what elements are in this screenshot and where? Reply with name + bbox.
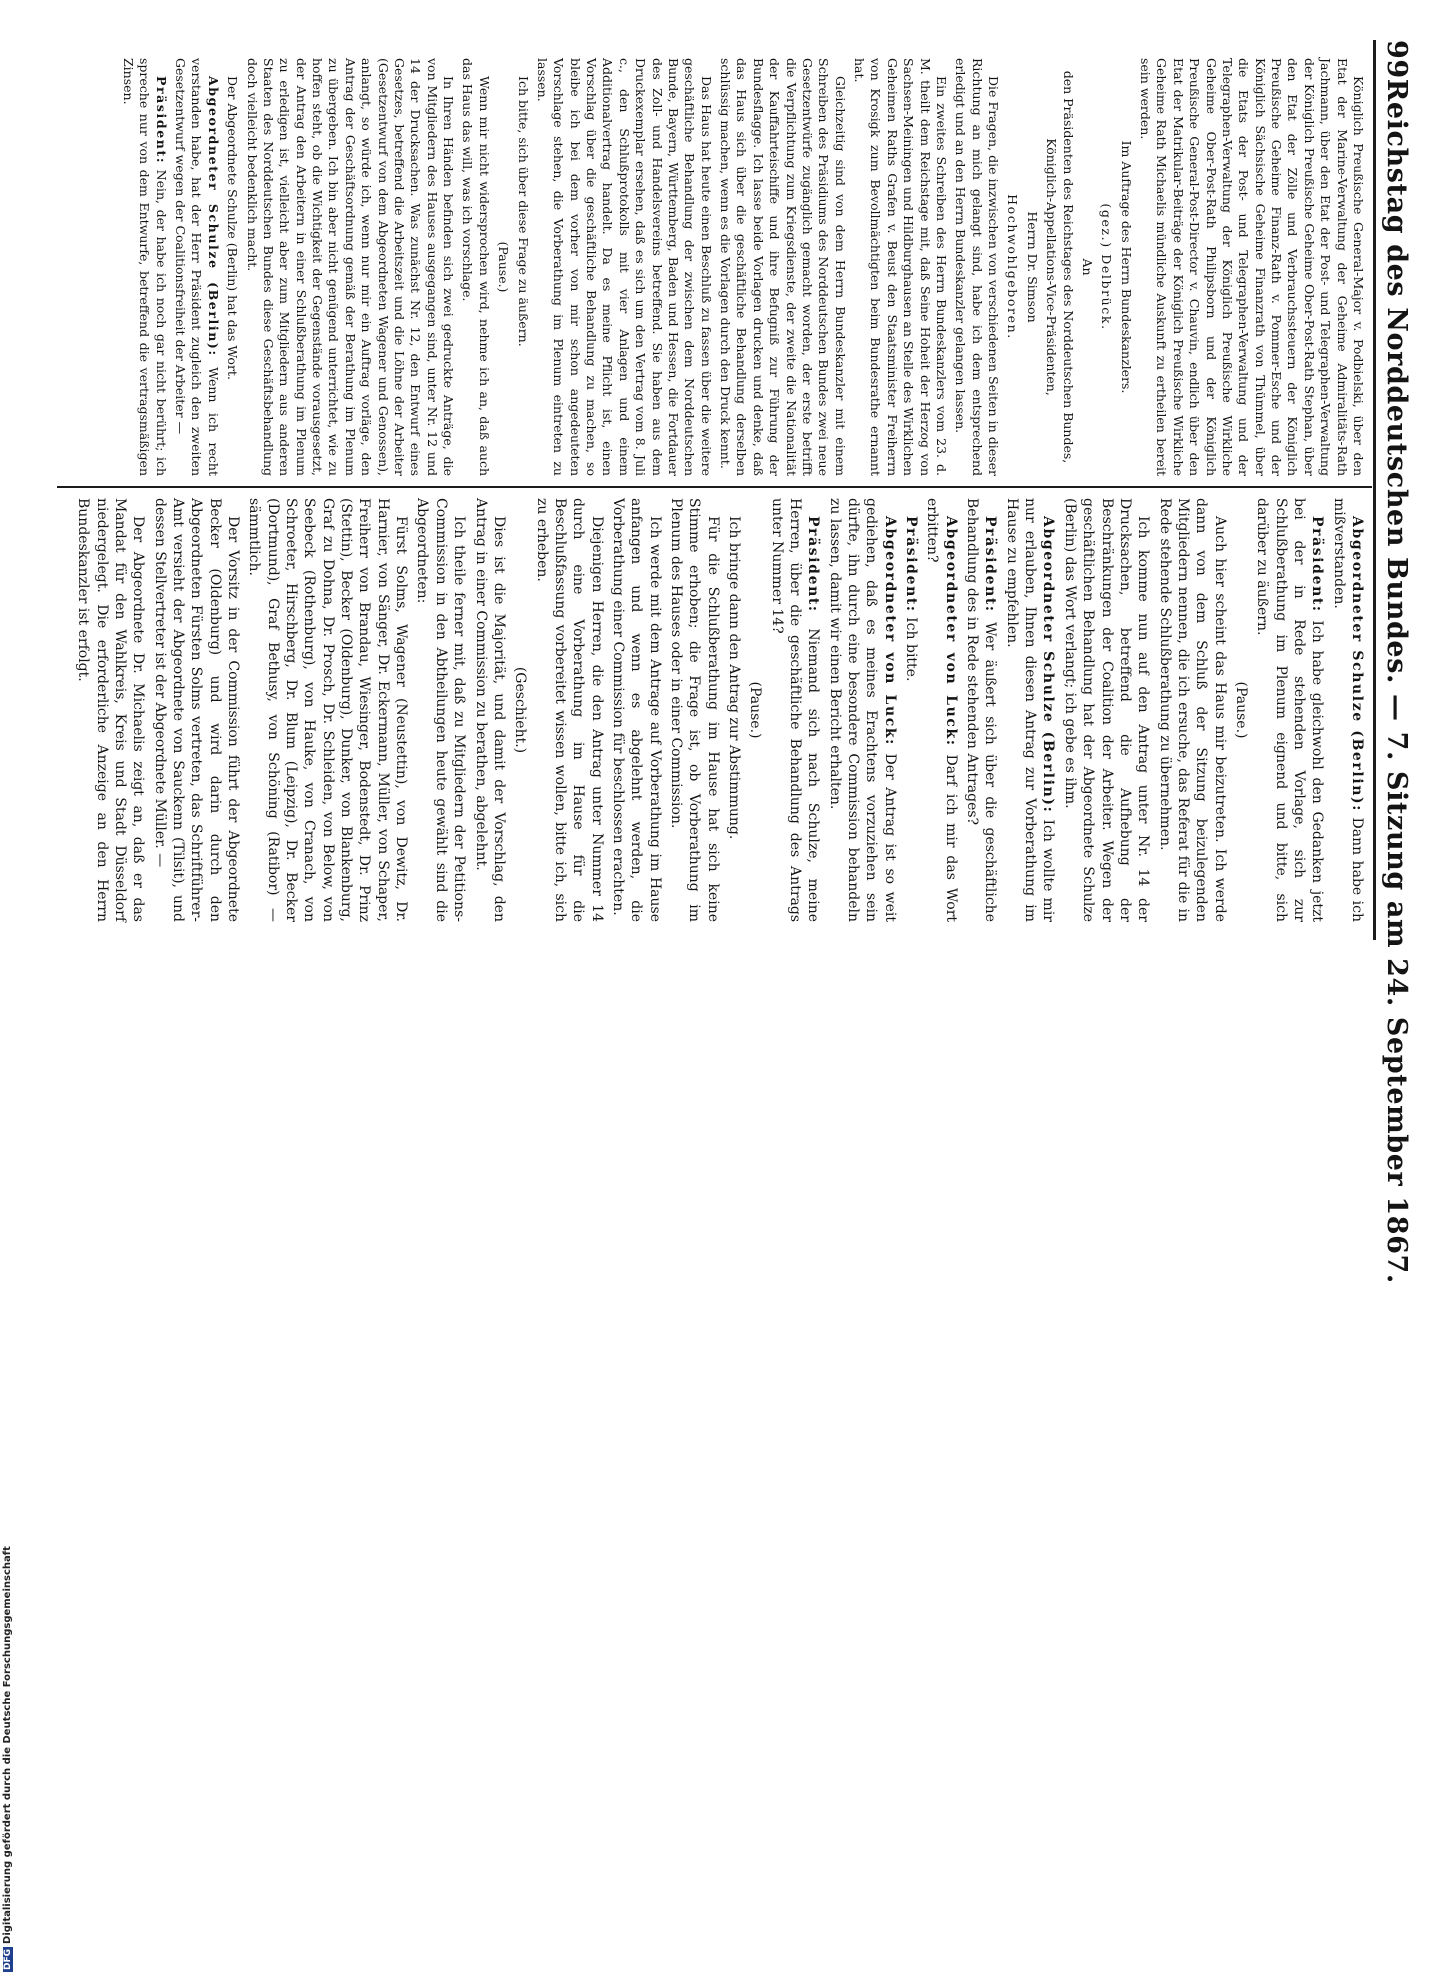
speaker-name: Präsident: <box>903 516 920 613</box>
left-column-paragraph: Im Auftrage des Herrn Bundeskanzlers. <box>1118 140 1134 394</box>
right-column <box>71 498 1366 922</box>
left-column-paragraph: Ich bitte, sich über diese Frage zu äußern. <box>515 76 531 347</box>
right-column-paragraph: (Geschieht.) <box>512 666 529 754</box>
left-column-paragraph: In Ihren Händen befinden sich zwei gedruckte Anträge, die von Mitgliedern des Hauses ausgegangen sind, unter Nr. 12 und 14 der Drucksachen. Was zunächst Nr. 12, den Entwurf eines Gesetzes, betreffend die Arbeitszeit und die Löhne der Arbeiter (Gesetzentwurf von dem Abgeordneten Wagener und Genossen), anlangt, so würde ich, wenn nur mir ein Auftrag vorläge, den Antrag der Geschäftsordnung gemäß der Berathung im Plenum zu übergeben. Ich bin aber nicht genügend unterrichtet, wie zu hoffen steht, ob die Wichtigkeit der Gegenstände vorausgesetzt, der Antrag den Arbeitern in einer Schlußberathung im Plenum zu erledigen ist, vielleicht aber zum Mitgliedern aus anderen Staaten des Norddeutschen Bundes diese Geschäftsbehandlung doch vielleicht bedenklich macht. <box>244 58 457 476</box>
left-column-paragraph: Ein zweites Schreiben des Herrn Bundeskanzlers vom 23. d. M. theilt dem Reichstage mit, daß Seine Hoheit der Herzog von Sachsen-Meiningen und Hildburghausen an Stelle des Wirklichen Geheimen Raths Grafen v. Beust den Staatsminister Freiherrn von Krosigk zum Bevollmächtigten beim Bundesrathe ernannt hat. <box>852 58 949 476</box>
speaker-name: Präsident: <box>1309 516 1326 613</box>
speech-text: Darf ich mir das Wort erbitten? <box>924 498 959 923</box>
running-title: Reichstag des Norddeutschen Bundes. — 7. Sitzung am 24. September 1867. <box>1381 78 1413 1284</box>
right-column-paragraph <box>923 498 960 922</box>
speaker-name: Präsident: <box>805 516 822 613</box>
left-column-paragraph <box>120 58 169 476</box>
left-column-paragraph: den Präsidenten des Reichstages des Norddeutschen Bundes, Königlich-Appellations-Vice-Präsidenten, <box>1044 70 1076 464</box>
speech-text: Der Antrag ist so weit gediehen, daß es meines Erachtens vorzuziehen sein dürfte, ihn durch eine besondere Commission behandeln zu lassen, damit wir einen Bericht erhalten. <box>826 498 898 922</box>
speech-text: Nein, der habe ich noch gar nicht berührt; ich spreche nur von dem Entwurfe, betreffend die vertragsmäßigen Zinsen. <box>121 58 169 476</box>
left-column-paragraph: Die Fragen, die inzwischen von verschiedenen Seiten in dieser Richtung an mich gelangt sind, habe ich dem entsprechend erledigt und an den Herrn Bundeskanzler gelangen lassen. <box>953 58 1002 476</box>
right-column-paragraph <box>963 498 1000 922</box>
left-column-paragraph <box>172 58 221 476</box>
left-column-paragraph: (gez.) Delbrück. <box>1099 203 1115 331</box>
right-column-paragraph: Diejenigen Herren, die den Antrag unter Nummer 14 durch eine Vorberathung im Hause für die Beschlußfassung vorbereitet wissen wollen, bitte ich, sich zu erheben. <box>533 498 605 922</box>
speaker-name: Abgeordneter von Luck: <box>942 516 959 747</box>
right-column-paragraph: Für die Schlußberathung im Hause hat sich keine Stimme erhoben; die Frage ist, ob Vorberathung im Plenum des Hauses oder in einer Commission. <box>667 498 721 922</box>
left-column-paragraph: Königlich Preußische General-Major v. Podbielski, über den Etat der Marine-Verwaltung der Geheime Admiralitäts-Rath Jachmann, über den Etat der Post- und Telegraphen-Verwaltung der Königlich Preußische Geheime Ober-Post-Rath Stephan, über den Etat der Zölle und Verbrauchssteuern der Königlich Preußische Geheime Finanz-Rath v. Pommer-Esche und der Königlich Sächsische Geheime Finanzrath von Thümmel, über die Etats der Post- und Telegraphen-Verwaltung und der Telegraphen-Verwaltung der Königlich Preußische Wirkliche Geheime Ober-Post-Rath Philipsborn und der Königlich Preußische General-Post-Director v. Chauvin, endlich über den Etat der Matrikular-Beiträge der Königlich Preußische Wirkliche Geheime Rath Michaelis mündliche Auskunft zu ertheilen bereit sein werden. <box>1138 58 1366 476</box>
right-column-paragraph <box>1253 498 1326 922</box>
speech-text: Ich wollte mir nur erlauben, Ihnen diesen Antrag zur Vorberathung im Hause zu empfehlen. <box>1003 498 1057 922</box>
left-column-paragraph: Das Haus hat heute einen Beschluß zu fassen über die weitere geschäftliche Behandlung der zwischen dem Norddeutschen Bunde, Bayern, Württemberg, Baden und Hessen, die Fortdauer des Zoll- und Handelsvereins betreffend. Sie haben aus dem Druckexemplar ersehen, daß es sich um den Vertrag vom 8. Juli c., den Schlußprotokolls mit vier Anlagen und einem Additionalvertrag handelt. Da es meine Pflicht ist, einen Vorschlag über die geschäftliche Behandlung zu machen, so bleibe ich bei dem vorher von mir schon angedeuteten Vorschlage stehen, die Vorberathung im Plenum eintreten zu lassen. <box>535 58 714 476</box>
right-column-paragraph <box>1329 498 1366 922</box>
digitization-footer <box>0 982 1432 1970</box>
right-column-paragraph <box>825 498 898 922</box>
speech-text: Wer äußert sich über die geschäftliche Behandlung des in Rede stehenden Antrages? <box>964 498 999 922</box>
header-rule <box>1373 40 1376 940</box>
right-column-paragraph: Ich werde mit dem Antrage auf Vorberathung im Hause anfangen und wenn es abgelehnt werden, die Vorberathung einer Commission für beschlossen erachten. <box>609 498 663 922</box>
right-column-paragraph: Der Vorsitz in der Commission führt der Abgeordnete Becker (Oldenburg) und wird darin durch den Abgeordneten Fürsten Solms vertreten, das Schriftführer-Amt versieht der Abgeordnete von Sauckenn (Tilsit), und dessen Stellvertreter ist der Abgeordnete Müller. — <box>151 498 242 922</box>
right-column-paragraph: Auch hier scheint das Haus mir beizutreten. Ich werde dann von dem Schluß der Sitzung beizulegenden Mitgliedern nennen, die ich ersuche, das Referat für die in Rede stehende Schlußberathung zu übernehmen. <box>1156 498 1228 922</box>
speaker-name: Abgeordneter Schulze (Berlin): <box>1349 516 1365 813</box>
right-column-paragraph: Ich komme nun auf den Antrag unter Nr. 14 der Drucksachen, betreffend die Aufhebung der Beschränkungen der Coalition der Arbeiter. Wegen der geschäftlichen Behandlung hat der Abgeordnete Schulze (Berlin) das Wort verlangt; ich gebe es ihm. <box>1061 498 1152 922</box>
left-column <box>117 58 1366 476</box>
left-column-paragraph: Der Abgeordnete Schulze (Berlin) hat das Wort. <box>225 76 241 380</box>
speaker-name: Abgeordneter Schulze (Berlin): <box>205 76 221 357</box>
right-column-paragraph: Fürst Solms, Wagener (Neustettin), von Dewitz, Dr. Harnier, von Sänger, Dr. Eckermann, Müller, von Schaper, Freiherr von Brandau, Wiesinger, Bodenstedt, Dr. Prinz (Stettin), Becker (Oldenburg), Dunker, von Blankenburg, Graf zu Dohna, Dr. Prosch, Dr. Schleiden, von Below, von Seebeck (Rothenburg), von Hauke, von Cranach, von Schroeter, Hirschberg, Dr. Blum (Leipzig), Dr. Becker (Dortmund), Graf Bethusy, von Schöning (Ratibor) — sämmtlich. <box>246 498 410 922</box>
dfg-logo: DFG <box>3 1948 13 1970</box>
speech-text: Dann habe ich mißverstanden. <box>1330 498 1365 923</box>
left-column-paragraph: Hochwohlgeboren. <box>1005 194 1021 340</box>
right-column-paragraph <box>1002 498 1057 922</box>
speaker-name: Präsident: <box>153 76 169 165</box>
right-column-paragraph: (Pause.) <box>747 681 764 739</box>
left-column-paragraph: Herrn Dr. Simson <box>1024 211 1040 323</box>
right-column-paragraph: Ich bringe dann den Antrag zur Abstimmung. <box>726 516 742 840</box>
right-column-paragraph: (Pause.) <box>1232 681 1249 739</box>
right-column-paragraph: Der Abgeordnete Dr. Michaelis zeigt an, daß er das Mandat für den Wahlkreis, Kreis und Stadt Düsseldorf niedergelegt. Die erforderliche Anzeige an den Herrn Bundeskanzler ist erfolgt. <box>75 498 147 922</box>
speech-text: Wenn ich recht verstanden habe, hat der Herr Präsident zugleich den zweiten Gesetzentwurf wegen der Coalitionsfreiheit der Arbeiter — <box>173 58 221 476</box>
page-header <box>1380 40 1414 1284</box>
right-column-paragraph <box>902 498 920 922</box>
speaker-name: Abgeordneter Schulze (Berlin): <box>1040 516 1057 814</box>
footer-credit <box>2 1546 13 1972</box>
speaker-name: Präsident: <box>982 516 999 613</box>
speaker-name: Abgeordneter von Luck: <box>881 516 898 746</box>
speech-text: Niemand sich nach Schulze, meine Herren, über die geschäftliche Behandlung des Antrags unter Nummer 14? <box>768 498 822 922</box>
left-column-paragraph: Wenn mir nicht widersprochen wird, nehme ich an, daß auch das Haus das will, was ich vorschlage. <box>460 58 492 476</box>
speech-text: Ich habe gleichwohl den Gedanken jetzt bei der in Rede stehenden Vorlage, sich zur Schlußberathung im Plenum eignend und bitte, sich darüber zu äußern. <box>1254 498 1326 922</box>
speech-text: Ich bitte. <box>903 612 920 682</box>
left-column-paragraph: (Pause.) <box>496 241 512 293</box>
left-column-paragraph: An <box>1080 258 1095 276</box>
page-number: 99 <box>1381 40 1413 79</box>
footer-credit-text: Digitalisierung gefördert durch die Deutsche Forschungsgemeinschaft <box>2 1546 13 1944</box>
right-column-paragraph: Dies ist die Majorität, und damit der Vorschlag, den Antrag in einer Commission zu berathen, abgelehnt. <box>472 498 507 922</box>
right-column-paragraph: Ich theile ferner mit, daß zu Mitgliedern der Petitions-Commission in den Abtheilungen heute gewählt sind die Abgeordneten: <box>414 498 468 922</box>
column-divider <box>57 486 1372 488</box>
right-column-paragraph <box>767 498 822 922</box>
left-column-paragraph: Gleichzeitig sind von dem Herrn Bundeskanzler mit einem Schreiben des Präsidiums des Norddeutschen Bundes zwei neue Gesetzentwürfe zugänglich gemacht worden, der erste betrifft die Verpflichtung zum Kriegsdienste, der zweite die Nationalität der Kauffahrteischiffe und ihre Befugniß zur Führung der Bundesflagge. Ich lasse beide Vorlagen drucken und denke, daß das Haus sich über die geschäftliche Behandlung derselben schlüssig machen, wenn es die Vorlagen durch den Druck kennt. <box>718 58 848 476</box>
